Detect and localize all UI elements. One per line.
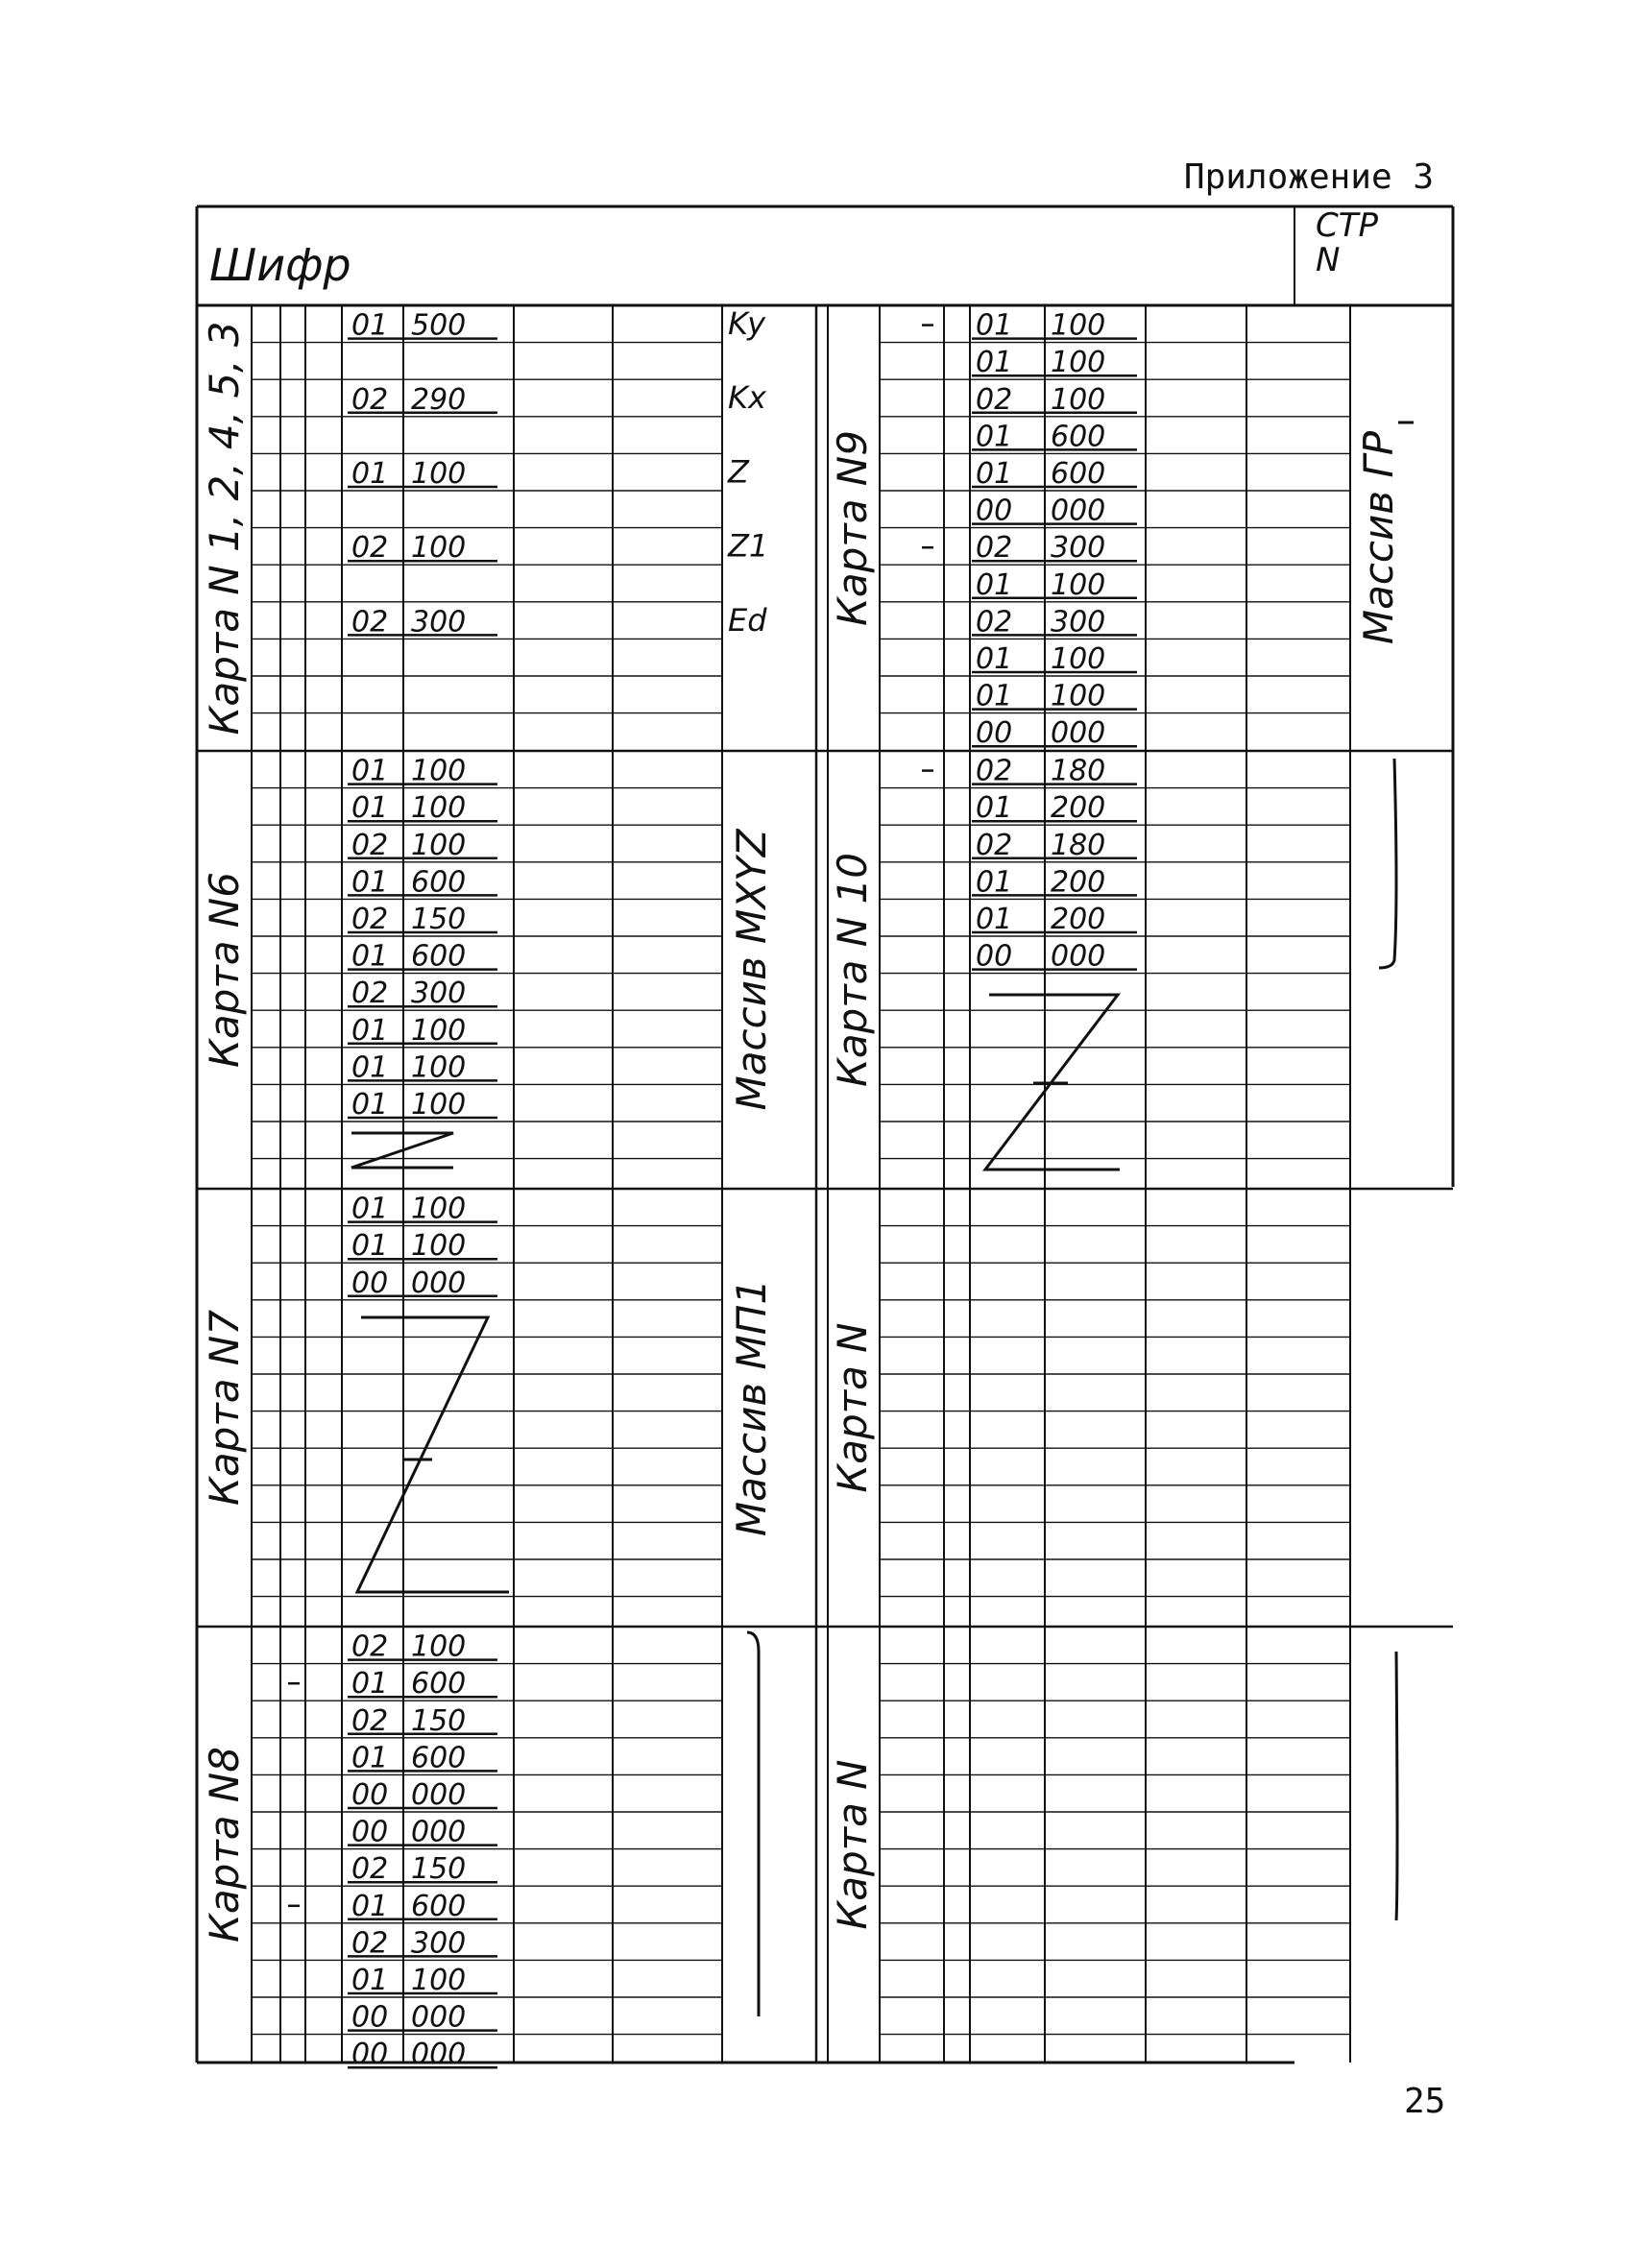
code-value: 01 [351,791,389,826]
quantity-value: 100 [411,791,467,826]
code-value: 02 [351,903,389,936]
code-value: 01 [351,939,389,974]
quantity-value: 000 [411,2038,467,2072]
code-value: 02 [351,531,389,566]
array-label: Массив MXYZ [728,829,775,1111]
quantity-value: 600 [411,1741,467,1775]
quantity-value: 000 [411,1815,467,1849]
coefficient-label: Z1 [728,527,769,565]
quantity-value: 150 [411,1703,467,1738]
appendix-label: Приложение 3 [1183,157,1434,197]
quantity-value: 300 [411,605,467,639]
code-value: 00 [351,1815,389,1849]
quantity-value: 600 [411,939,467,974]
page-label-line1: СТР [1316,206,1379,245]
quantity-value: 100 [411,531,467,566]
code-value: 01 [976,642,1013,676]
card-label: Карта N 10 [829,853,876,1087]
code-value: 02 [351,382,389,417]
quantity-value: 100 [1051,567,1106,602]
quantity-value: 300 [411,977,467,1011]
quantity-value: 100 [411,1192,467,1226]
quantity-value: 000 [411,2000,467,2035]
coefficient-label: Z [728,453,749,491]
card-label: Карта N 1, 2, 4, 5, 3 [201,321,248,736]
cipher-label: Шифр [209,239,351,291]
code-value: 01 [351,1192,389,1226]
quantity-value: 100 [411,754,467,788]
card-values [351,309,1105,2072]
code-value: 01 [351,1741,389,1775]
code-value: 02 [351,1926,389,1961]
code-value: 02 [351,1629,389,1664]
quantity-value: 150 [411,1852,467,1887]
code-value: 01 [351,754,389,788]
coefficient-label: Ed [728,601,767,639]
code-value: 00 [976,939,1013,974]
code-value: 02 [976,754,1013,788]
quantity-value: 200 [1051,865,1106,900]
code-value: 01 [351,865,389,900]
quantity-value: 000 [1051,939,1106,974]
quantity-value: 600 [411,865,467,900]
code-value: 02 [976,382,1013,417]
code-value: 01 [976,791,1013,826]
code-value: 01 [351,1889,389,1923]
code-value: 02 [351,1852,389,1887]
code-value: 02 [351,605,389,639]
code-value: 02 [351,828,389,862]
code-value: 00 [351,2038,389,2072]
quantity-value: 100 [1051,308,1106,343]
card-label: Карта N [829,1322,876,1493]
quantity-value: 100 [411,828,467,862]
code-value: 01 [976,420,1013,454]
coefficient-label: Ky [728,305,766,342]
code-value: 02 [976,828,1013,862]
code-value: 00 [351,1778,389,1812]
card-label: Карта N8 [201,1747,248,1942]
code-value: 01 [976,457,1013,491]
z-stroke-mark [357,1317,509,1592]
quantity-value: 100 [411,1629,467,1664]
code-value: 01 [976,308,1013,343]
header-row [209,206,1379,291]
code-value: 01 [351,1013,389,1048]
quantity-value: 100 [411,1964,467,1997]
handwritten-marks [351,422,1414,2016]
quantity-value: 100 [411,1229,467,1264]
code-value: 01 [976,903,1013,936]
code-value: 01 [976,679,1013,713]
brace-mark [1396,1652,1397,1920]
quantity-value: 150 [411,903,467,936]
array-label: Массив ГР [1355,430,1402,645]
code-value: 00 [351,1266,389,1300]
quantity-value: 300 [411,1926,467,1961]
quantity-value: 500 [411,308,467,343]
card-label: Карта N7 [201,1310,248,1506]
code-value: 00 [351,2000,389,2035]
code-value: 01 [351,1088,389,1122]
quantity-value: 000 [1051,716,1106,751]
quantity-value: 290 [411,382,467,417]
page-number: 25 [1404,2082,1446,2121]
code-value: 01 [351,1229,389,1264]
quantity-value: 600 [1051,457,1106,491]
quantity-value: 600 [1051,420,1106,454]
code-value: 01 [351,1964,389,1997]
quantity-value: 200 [1051,903,1106,936]
brace-mark [747,1632,759,2016]
code-value: 01 [351,457,389,491]
quantity-value: 000 [1051,494,1106,528]
quantity-value: 100 [411,1013,467,1048]
card-label: Карта N9 [829,430,876,626]
quantity-value: 300 [1051,531,1106,566]
code-value: 02 [976,605,1013,639]
code-value: 01 [976,865,1013,900]
coefficient-label: Kx [728,379,766,417]
quantity-value: 100 [411,1088,467,1122]
code-value: 02 [351,977,389,1011]
code-value: 02 [351,1703,389,1738]
array-label: Массив MП1 [728,1278,775,1537]
quantity-value: 000 [411,1266,467,1300]
quantity-value: 100 [1051,642,1106,676]
quantity-value: 100 [1051,346,1106,380]
quantity-value: 100 [1051,382,1106,417]
quantity-value: 000 [411,1778,467,1812]
code-value: 01 [351,1050,389,1085]
code-value: 02 [976,531,1013,566]
quantity-value: 180 [1051,828,1106,862]
code-value: 01 [976,567,1013,602]
quantity-value: 600 [411,1889,467,1923]
code-value: 00 [976,494,1013,528]
quantity-value: 300 [1051,605,1106,639]
quantity-value: 100 [1051,679,1106,713]
brace-mark [1379,759,1396,968]
code-value: 00 [976,716,1013,751]
card-label: Карта N [829,1759,876,1930]
quantity-value: 180 [1051,754,1106,788]
code-value: 01 [351,1667,389,1701]
quantity-value: 100 [411,457,467,491]
quantity-value: 600 [411,1667,467,1701]
code-value: 01 [351,308,389,343]
quantity-value: 100 [411,1050,467,1085]
code-value: 01 [976,346,1013,380]
card-label: Карта N6 [201,872,248,1068]
page-label-line2: N [1316,241,1341,279]
quantity-value: 200 [1051,791,1106,826]
